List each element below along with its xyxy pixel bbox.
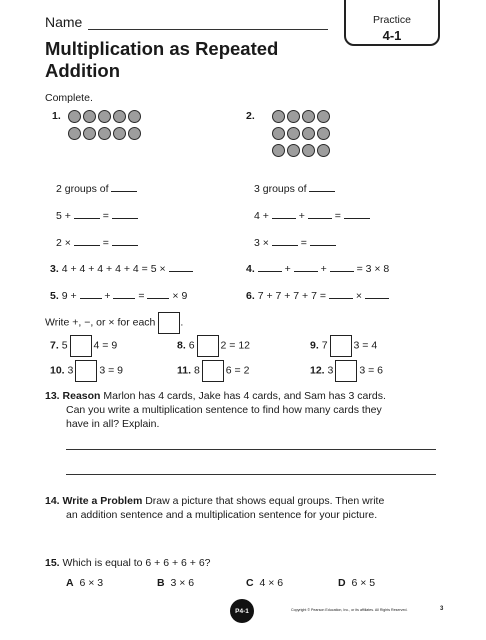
operator-item-right: 3 = 4 xyxy=(353,339,378,352)
counter-dot xyxy=(287,110,300,123)
counter-dot xyxy=(83,127,96,140)
operator-item xyxy=(50,335,117,357)
operator-item-number: 11. xyxy=(177,364,192,377)
choice-letter: A xyxy=(66,577,74,589)
question-14-line-2: an addition sentence and a multiplication sentence for your picture. xyxy=(66,509,378,521)
operator-item-number: 9. xyxy=(310,339,319,352)
problem-1-groups-row xyxy=(56,181,137,196)
answer-blank[interactable] xyxy=(272,235,298,246)
problem-2-mult-prefix: 3 × xyxy=(254,237,269,249)
problem-5-prefix: 9 + xyxy=(61,290,77,302)
answer-blank[interactable] xyxy=(272,208,296,219)
plus-sign: + xyxy=(320,263,327,275)
equals-sign: = xyxy=(300,237,307,249)
operator-item-right: 6 = 2 xyxy=(225,364,250,377)
counter-dot xyxy=(68,127,81,140)
counter-dot xyxy=(272,110,285,123)
choice-text: 6 × 5 xyxy=(351,577,376,589)
counter-dot xyxy=(287,127,300,140)
answer-choice-d[interactable] xyxy=(338,577,375,590)
problem-2-groups-row xyxy=(254,181,335,196)
answer-line[interactable] xyxy=(66,474,436,475)
problem-1-number: 1. xyxy=(52,110,61,122)
problem-3-text: 4 + 4 + 4 + 4 + 4 = 5 × xyxy=(61,263,166,275)
name-label: Name xyxy=(45,14,83,30)
operator-answer-box[interactable] xyxy=(70,335,92,357)
page-badge: P4-1 xyxy=(230,599,254,623)
problem-5-number: 5. xyxy=(50,290,59,302)
instructions: Complete. xyxy=(45,92,93,104)
problem-2-add-prefix: 4 + xyxy=(254,210,269,222)
equals-sign: = xyxy=(138,290,145,302)
problem-6 xyxy=(246,288,389,303)
counter-dot xyxy=(272,144,285,157)
answer-blank[interactable] xyxy=(112,235,138,246)
problem-3-number: 3. xyxy=(50,263,59,275)
answer-blank[interactable] xyxy=(365,288,389,299)
question-15-number: 15. xyxy=(45,557,60,569)
problem-2-groups-text: 3 groups of xyxy=(254,183,307,195)
problem-5 xyxy=(50,288,187,303)
counter-dot xyxy=(98,127,111,140)
question-14 xyxy=(45,495,384,508)
answer-blank[interactable] xyxy=(147,288,169,299)
operator-instructions-row: Write +, −, or × for each . xyxy=(45,312,183,334)
problem-1-mult-prefix: 2 × xyxy=(56,237,71,249)
operator-answer-box[interactable] xyxy=(335,360,357,382)
question-15 xyxy=(45,557,211,570)
problem-3 xyxy=(50,261,193,276)
answer-blank[interactable] xyxy=(309,181,335,192)
practice-label: Practice xyxy=(373,14,411,26)
operator-item-number: 7. xyxy=(50,339,59,352)
counter-dot xyxy=(302,110,315,123)
answer-choice-a[interactable] xyxy=(66,577,103,590)
page-title-line-1: Multiplication as Repeated xyxy=(45,38,279,59)
question-13 xyxy=(45,390,386,403)
copyright-text: Copyright © Pearson Education, Inc., or its affiliates. All Rights Reserved. xyxy=(291,608,408,612)
operator-answer-box[interactable] xyxy=(330,335,352,357)
name-input-line[interactable] xyxy=(88,29,328,30)
operator-item-number: 8. xyxy=(177,339,186,352)
counter-dot xyxy=(287,144,300,157)
answer-blank[interactable] xyxy=(113,288,135,299)
counter-dot xyxy=(317,144,330,157)
question-15-text: Which is equal to 6 + 6 + 6 + 6? xyxy=(62,557,211,569)
page-number: 3 xyxy=(440,606,444,612)
counter-dot xyxy=(272,127,285,140)
plus-sign: + xyxy=(284,263,291,275)
question-13-line-2: Can you write a multiplication sentence to find how many cards they xyxy=(66,404,382,416)
answer-blank[interactable] xyxy=(80,288,102,299)
counter-dot xyxy=(302,144,315,157)
choice-text: 3 × 6 xyxy=(170,577,195,589)
answer-choice-c[interactable] xyxy=(246,577,283,590)
practice-number: 4-1 xyxy=(382,28,402,43)
answer-blank[interactable] xyxy=(330,261,354,272)
answer-blank[interactable] xyxy=(74,208,100,219)
problem-2-multiplication-row xyxy=(254,235,336,250)
answer-blank[interactable] xyxy=(258,261,282,272)
answer-line[interactable] xyxy=(66,449,436,450)
problem-1-multiplication-row xyxy=(56,235,138,250)
problem-6-prefix: 7 + 7 + 7 + 7 = xyxy=(257,290,326,302)
problem-2-number: 2. xyxy=(246,110,255,122)
equals-sign: = xyxy=(102,237,109,249)
question-14-line-1: Draw a picture that shows equal groups. Then write xyxy=(145,495,385,507)
answer-blank[interactable] xyxy=(112,208,138,219)
operator-item-left: 7 xyxy=(321,339,328,352)
choice-letter: B xyxy=(157,577,165,589)
counter-dot xyxy=(317,127,330,140)
operator-item-right: 3 = 6 xyxy=(359,364,384,377)
operator-item-right: 3 = 9 xyxy=(99,364,124,377)
choice-text: 6 × 3 xyxy=(79,577,104,589)
page-title-line-2: Addition xyxy=(45,60,121,81)
problem-4-suffix: = 3 × 8 xyxy=(356,263,390,275)
problem-1-add-prefix: 5 + xyxy=(56,210,71,222)
operator-item-number: 12. xyxy=(310,364,325,377)
operator-item-left: 3 xyxy=(67,364,74,377)
question-13-line-1: Marlon has 4 cards, Jake has 4 cards, and Sam has 3 cards. xyxy=(103,390,386,402)
question-14-label: Write a Problem xyxy=(62,495,143,507)
question-14-number: 14. xyxy=(45,495,60,507)
problem-4-number: 4. xyxy=(246,263,255,275)
plus-sign: + xyxy=(104,290,111,302)
practice-tab xyxy=(344,0,440,46)
problem-1-addition-row xyxy=(56,208,138,223)
counter-dot xyxy=(302,127,315,140)
answer-blank[interactable] xyxy=(111,181,137,192)
problem-6-number: 6. xyxy=(246,290,255,302)
answer-blank[interactable] xyxy=(344,208,370,219)
choice-text: 4 × 6 xyxy=(259,577,284,589)
times-sign: × xyxy=(355,290,362,302)
counter-dot xyxy=(128,127,141,140)
problem-1-groups-text: 2 groups of xyxy=(56,183,109,195)
sample-box xyxy=(158,312,180,334)
answer-blank[interactable] xyxy=(310,235,336,246)
operator-answer-box[interactable] xyxy=(75,360,97,382)
operator-item-left: 6 xyxy=(188,339,195,352)
plus-sign: + xyxy=(298,210,305,222)
operator-item-left: 3 xyxy=(327,364,334,377)
operator-instructions: Write +, −, or × for each xyxy=(45,316,156,329)
choice-letter: D xyxy=(338,577,346,589)
counter-group-1 xyxy=(68,110,148,140)
operator-item xyxy=(177,360,249,382)
question-13-label: Reason xyxy=(62,390,101,402)
choice-letter: C xyxy=(246,577,254,589)
question-13-line-3: have in all? Explain. xyxy=(66,418,160,430)
counter-group-2 xyxy=(272,110,332,158)
answer-blank[interactable] xyxy=(294,261,318,272)
counter-dot xyxy=(317,110,330,123)
operator-item xyxy=(310,360,383,382)
operator-item-right: 4 = 9 xyxy=(93,339,118,352)
operator-item-left: 5 xyxy=(61,339,68,352)
equals-sign: = xyxy=(102,210,109,222)
counter-dot xyxy=(113,127,126,140)
operator-item xyxy=(177,335,250,357)
counter-dot xyxy=(128,110,141,123)
operator-answer-box[interactable] xyxy=(197,335,219,357)
problem-4 xyxy=(246,261,389,276)
counter-dot xyxy=(98,110,111,123)
operator-item-number: 10. xyxy=(50,364,65,377)
operator-answer-box[interactable] xyxy=(202,360,224,382)
equals-sign: = xyxy=(334,210,341,222)
answer-blank[interactable] xyxy=(169,261,193,272)
counter-dot xyxy=(83,110,96,123)
counter-dot xyxy=(113,110,126,123)
answer-blank[interactable] xyxy=(308,208,332,219)
operator-item xyxy=(310,335,377,357)
operator-item-right: 2 = 12 xyxy=(220,339,251,352)
problem-5-suffix: × 9 xyxy=(172,290,188,302)
question-13-number: 13. xyxy=(45,390,60,402)
problem-2-addition-row xyxy=(254,208,370,223)
operator-item-left: 8 xyxy=(193,364,200,377)
operator-item xyxy=(50,360,123,382)
answer-choice-b[interactable] xyxy=(157,577,194,590)
answer-blank[interactable] xyxy=(74,235,100,246)
counter-dot xyxy=(68,110,81,123)
answer-blank[interactable] xyxy=(329,288,353,299)
